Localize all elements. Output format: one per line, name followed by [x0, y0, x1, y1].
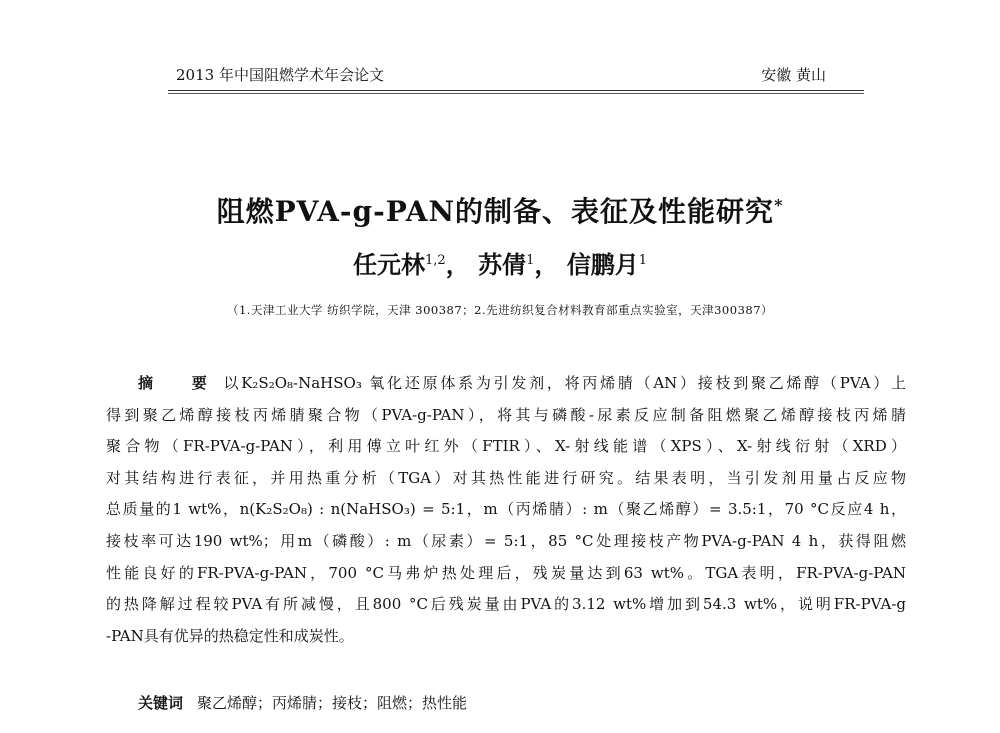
header-location: 安徽 黄山: [761, 66, 826, 84]
author-affil-ref: 1: [638, 253, 647, 268]
running-header: [168, 58, 848, 88]
title-footnote-marker: *: [774, 195, 784, 215]
keywords-label: 关键词: [138, 694, 184, 712]
abstract-line: 性能良好的FR-PVA-g-PAN，700 °C马弗炉热处理后，残炭量达到63 wt%。TGA表明，FR-PVA-g-PAN: [106, 563, 906, 582]
author-name: 信鹏月: [566, 250, 639, 279]
header-rule: [168, 90, 864, 91]
abstract-text: 以K₂S₂O₈-NaHSO₃ 氧化还原体系为引发剂，将丙烯腈（AN）接枝到聚乙烯醇（PVA）上: [223, 374, 906, 392]
author-affil-ref: 1: [526, 253, 535, 268]
author-list: [0, 245, 1000, 280]
abstract-line: [106, 368, 906, 400]
author-separator: ，: [534, 250, 559, 279]
title-text: 阻燃PVA-g-PAN的制备、表征及性能研究: [216, 195, 775, 228]
abstract: [106, 368, 906, 652]
abstract-line: 对其结构进行表征，并用热重分析（TGA）对其热性能进行研究。结果表明，当引发剂用量占反应物: [106, 468, 906, 487]
paper-title: [0, 190, 1000, 230]
author-affil-ref: 1,2: [425, 253, 446, 268]
author-name: 苏倩: [478, 250, 527, 279]
author-separator: ，: [445, 250, 470, 279]
abstract-line: 接枝率可达190 wt%；用m（磷酸）: m（尿素）= 5:1，85 °C处理接枝产物PVA-g-PAN 4 h，获得阻燃: [106, 531, 906, 550]
abstract-line: 聚合物（FR-PVA-g-PAN），利用傅立叶红外（FTIR）、X-射线能谱（XPS）、X-射线衍射（XRD）: [106, 437, 906, 456]
author-name: 任元林: [353, 250, 426, 279]
abstract-line: 得到聚乙烯醇接枝丙烯腈聚合物（PVA-g-PAN），将其与磷酸-尿素反应制备阻燃聚乙烯醇接枝丙烯腈: [106, 405, 906, 424]
header-conference: 2013 年中国阻燃学术年会论文: [176, 66, 384, 84]
abstract-label: 摘 要: [138, 374, 224, 392]
header-rule-secondary: [168, 93, 864, 94]
affiliations: （1.天津工业大学 纺织学院，天津 300387；2.先进纺织复合材料教育部重点实验室，天津300387）: [226, 303, 774, 317]
abstract-line: 的热降解过程较PVA有所减慢，且800 °C后残炭量由PVA的3.12 wt%增加到54.3 wt%，说明FR-PVA-g: [106, 595, 906, 614]
keywords-text: 聚乙烯醇；丙烯腈；接枝；阻燃；热性能: [197, 694, 468, 712]
abstract-line: 总质量的1 wt%，n(K₂S₂O₈) : n(NaHSO₃) = 5:1，m（丙烯腈）: m（聚乙烯醇）= 3.5:1，70 °C反应4 h，: [106, 500, 906, 519]
abstract-line: -PAN具有优异的热稳定性和成炭性。: [106, 626, 354, 645]
keywords: [138, 692, 467, 713]
